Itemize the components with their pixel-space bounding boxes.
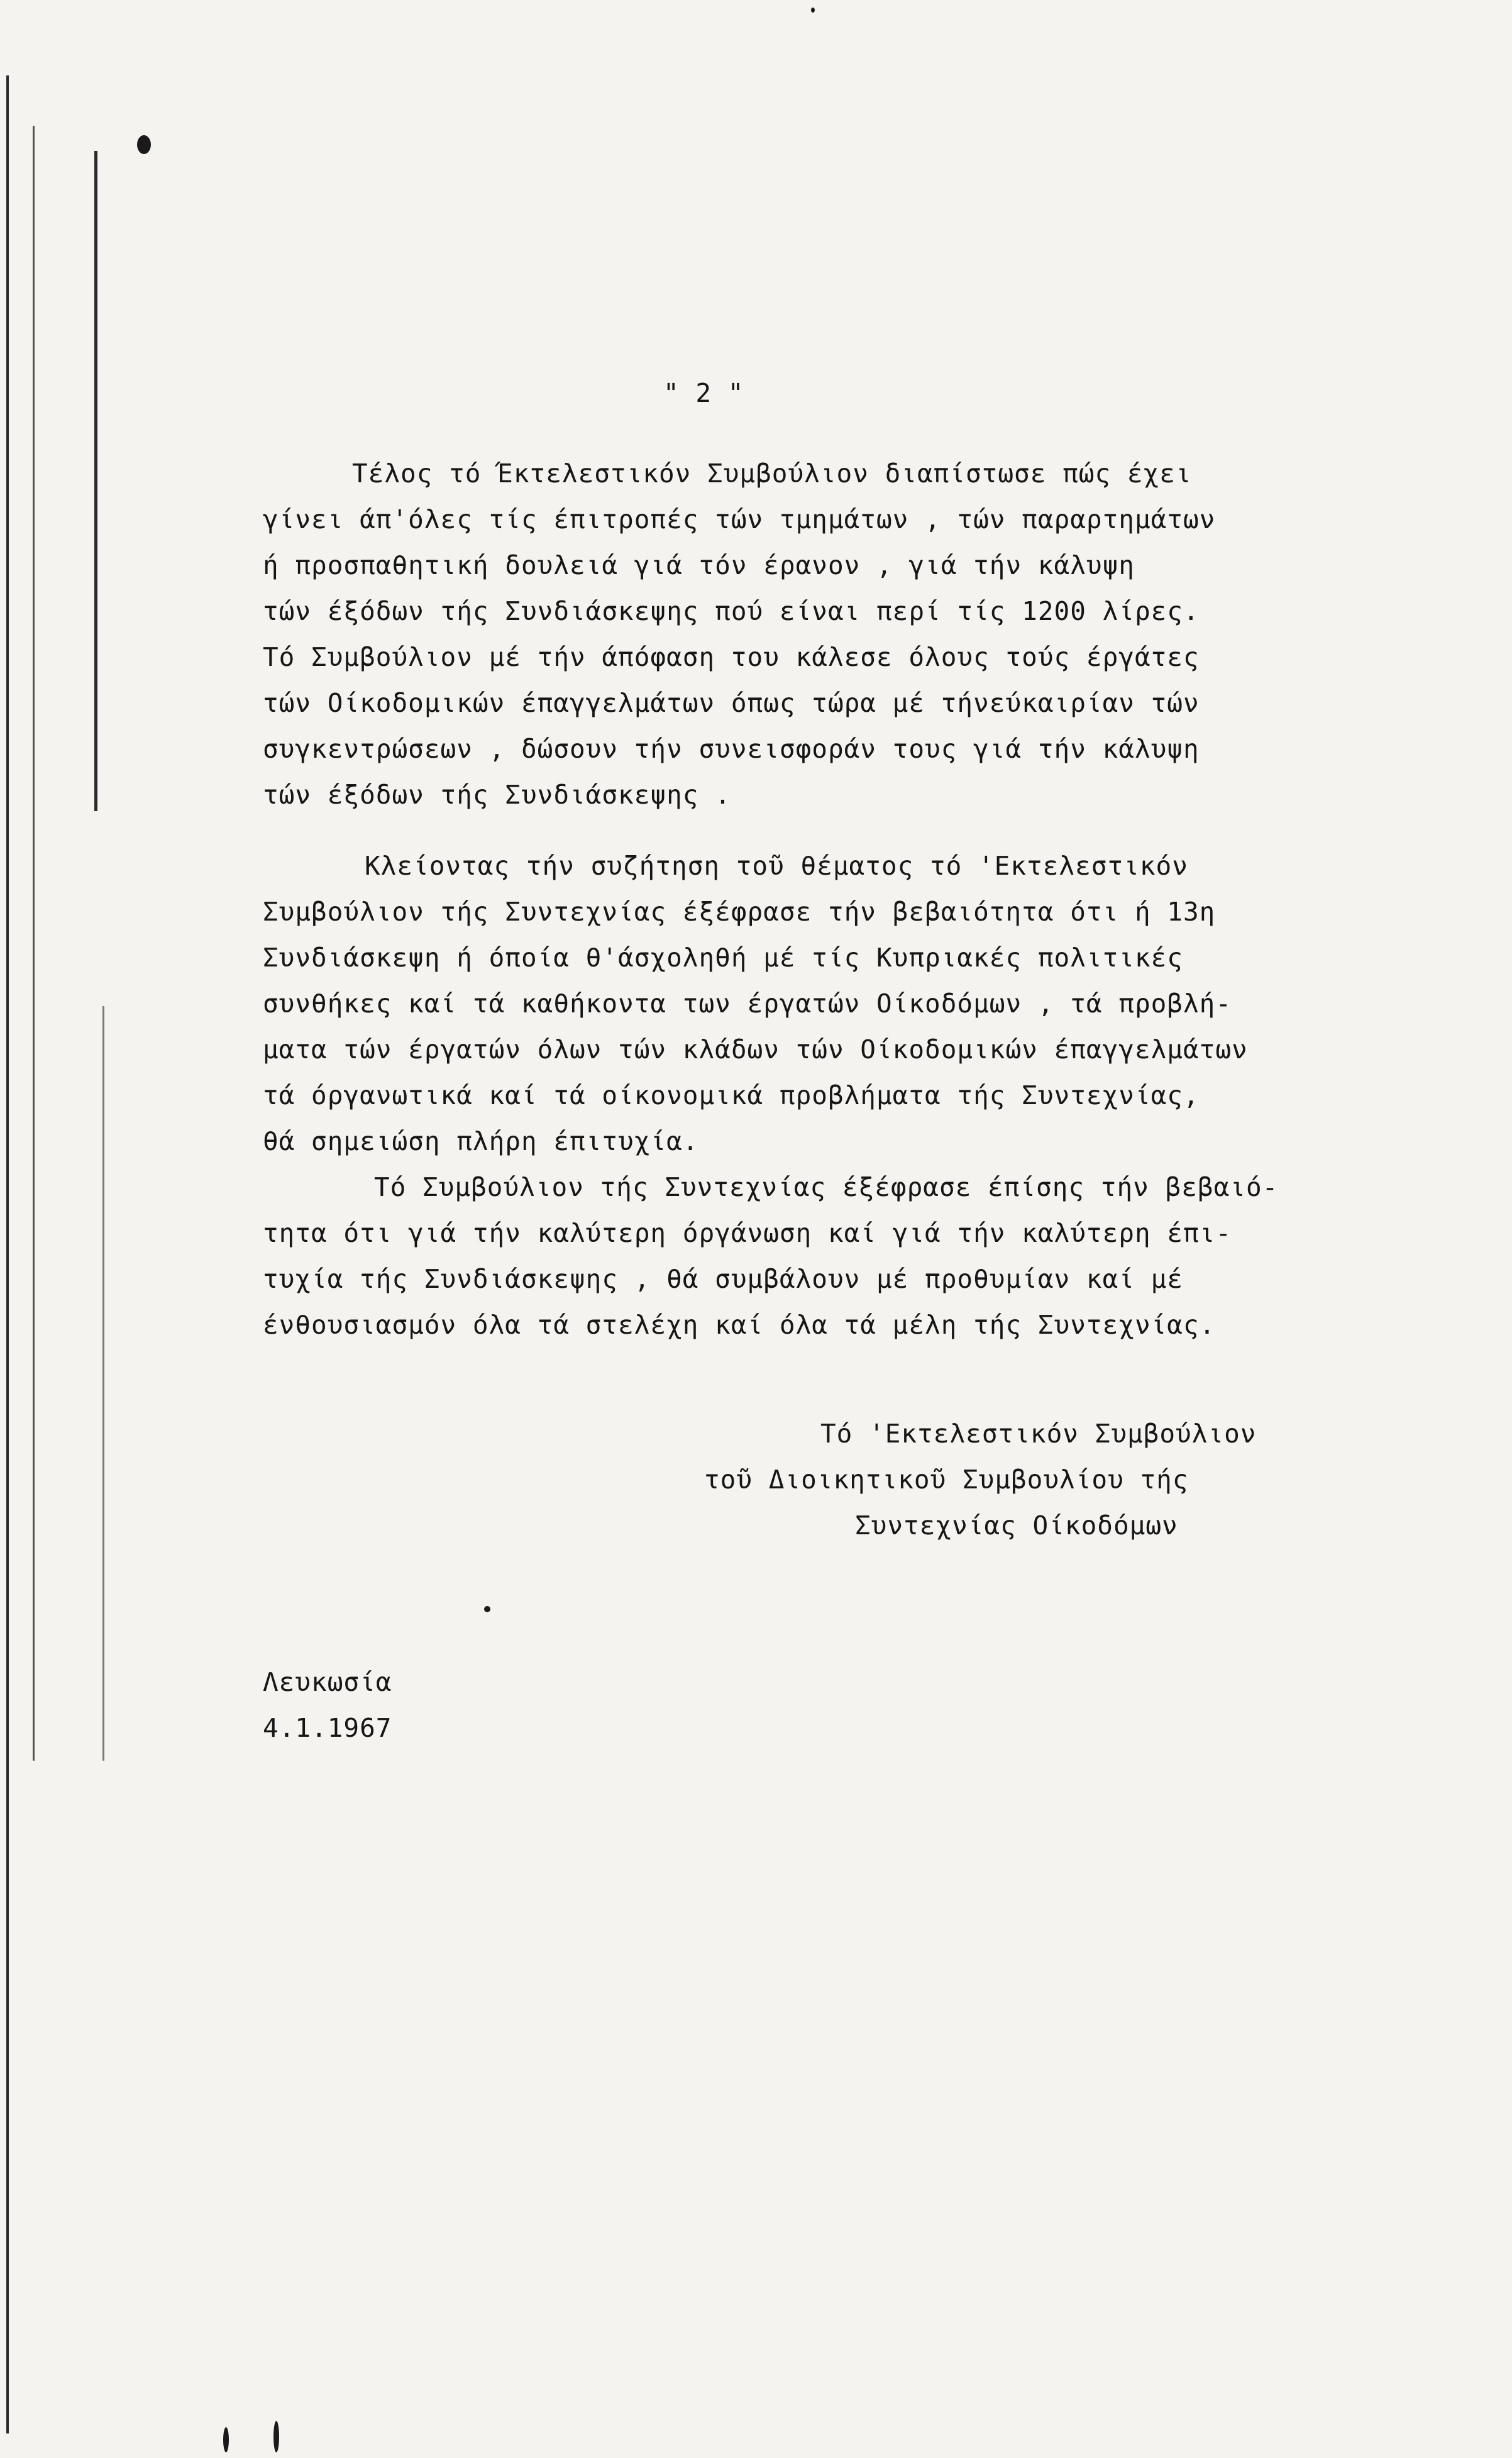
paragraph-1-line-2: γίνει άπ'όλες τίς έπιτροπές τών τμημάτων , τών παραρτημάτων xyxy=(263,504,1216,534)
scan-edge-line xyxy=(102,1006,104,1761)
paragraph-2-line-7: θά σημειώση πλήρη έπιτυχία. xyxy=(263,1126,699,1156)
scan-speck xyxy=(273,2421,279,2452)
page-number: " 2 " xyxy=(663,378,744,408)
scan-edge-line xyxy=(94,151,97,811)
scan-edge-line xyxy=(6,75,9,2433)
scan-edge-line xyxy=(33,126,35,1761)
scan-speck xyxy=(811,8,815,13)
paragraph-1-line-6: τών Οίκοδομικών έπαγγελμάτων όπως τώρα μέ τήνεύκαιρίαν τών xyxy=(263,688,1200,718)
place: Λευκωσία xyxy=(263,1667,392,1697)
paragraph-2-line-3: Συνδιάσκεψη ή όποία θ'άσχοληθή μέ τίς Κυπριακές πολιτικές xyxy=(263,943,1183,973)
scan-speck xyxy=(223,2427,229,2452)
paragraph-1-line-3: ή προσπαθητική δουλειά γιά τόν έρανον , γιά τήν κάλυψη xyxy=(263,550,1135,580)
paragraph-2-line-6: τά όργανωτικά καί τά οίκονομικά προβλήματα τής Συντεχνίας, xyxy=(263,1080,1200,1110)
paragraph-2-line-2: Συμβούλιον τής Συντεχνίας έξέφρασε τήν βεβαιότητα ότι ή 13η xyxy=(263,897,1216,927)
signature-line-3: Συντεχνίας Οίκοδόμων xyxy=(855,1510,1178,1541)
signature-line-1: Τό 'Εκτελεστικόν Συμβούλιον xyxy=(820,1419,1257,1449)
paragraph-2-line-5: ματα τών έργατών όλων τών κλάδων τών Οίκοδομικών έπαγγελμάτων xyxy=(263,1034,1248,1065)
paragraph-1-line-1: Τέλος τό Έκτελεστικόν Συμβούλιον διαπίστωσε πώς έχει xyxy=(352,458,1192,489)
paragraph-1-line-7: συγκεντρώσεων , δώσουν τήν συνεισφοράν τους γιά τήν κάλυψη xyxy=(263,734,1200,764)
paragraph-3-line-2: τητα ότι γιά τήν καλύτερη όργάνωση καί γιά τήν καλύτερη έπι- xyxy=(263,1218,1232,1248)
paragraph-1-line-5: Τό Συμβούλιον μέ τήν άπόφαση του κάλεσε όλους τούς έργάτες xyxy=(263,642,1200,672)
paragraph-1-line-8: τών έξόδων τής Συνδιάσκεψης . xyxy=(263,780,731,810)
scan-speck xyxy=(484,1606,490,1612)
paragraph-2-line-1: Κλείοντας τήν συζήτηση τοῦ θέματος τό 'Εκτελεστικόν xyxy=(365,851,1188,881)
paragraph-1-line-4: τών έξόδων τής Συνδιάσκεψης πού είναι περί τίς 1200 λίρες. xyxy=(263,596,1200,626)
scan-speck xyxy=(137,135,151,154)
paragraph-3-line-1: Τό Συμβούλιον τής Συντεχνίας έξέφρασε έπίσης τήν βεβαιό- xyxy=(374,1172,1279,1202)
paragraph-3-line-3: τυχία τής Συνδιάσκεψης , θά συμβάλουν μέ προθυμίαν καί μέ xyxy=(263,1264,1183,1294)
paragraph-3-line-4: ένθουσιασμόν όλα τά στελέχη καί όλα τά μέλη τής Συντεχνίας. xyxy=(263,1310,1216,1340)
date: 4.1.1967 xyxy=(263,1713,392,1743)
paragraph-2-line-4: συνθήκες καί τά καθήκοντα των έργατών Οίκοδόμων , τά προβλή- xyxy=(263,988,1232,1019)
signature-line-2: τοῦ Διοικητικοῦ Συμβουλίου τής xyxy=(704,1464,1189,1495)
